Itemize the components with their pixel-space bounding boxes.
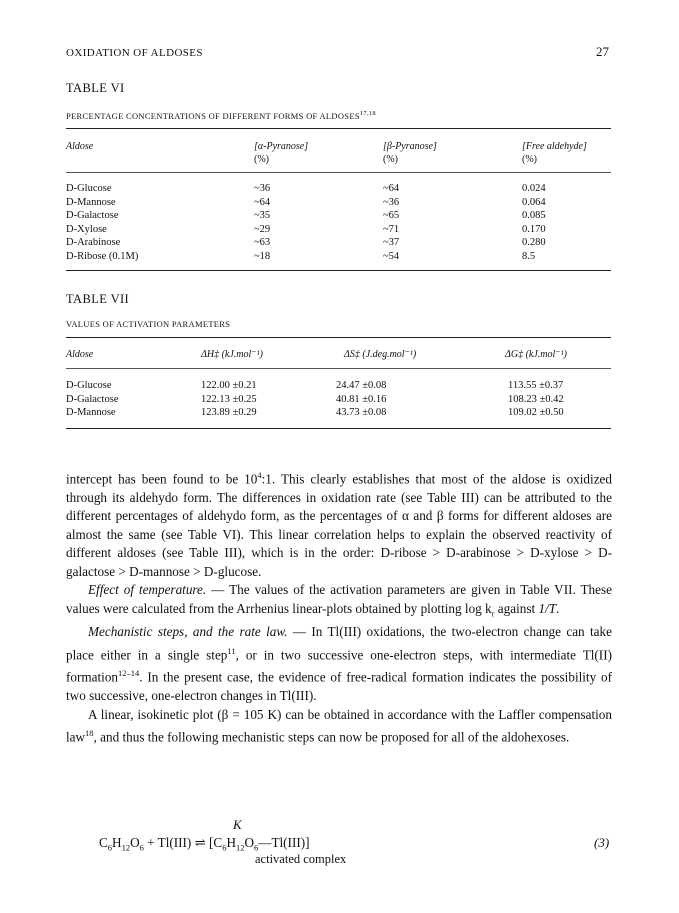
equation-number: (3) <box>594 835 610 850</box>
table6-col-alpha: [α-Pyranose] (%) <box>254 141 309 165</box>
table7-col-free-energy: ΔG‡ (kJ.mol⁻¹) <box>505 349 567 360</box>
table6-col-aldose: Aldose <box>66 141 94 152</box>
table-cell: 0.280 <box>522 237 546 248</box>
paragraph-mechanism: Mechanistic steps, and the rate law. — In Tl(III) oxidations, the two-electron change can take place either in a single step$^{11}$, or in two successive one-electron steps, with intermediate Tl(II) formation$^{12-14}$. In the present case, the evidence of free-radical formation indicates the possibility of two successive, one-electron changes in Tl(III). <box>66 624 612 704</box>
body-text <box>66 466 612 747</box>
table-cell: 0.085 <box>522 210 546 221</box>
running-title: OXIDATION OF ALDOSES <box>66 47 203 59</box>
table-cell: ~36 <box>383 196 400 208</box>
table6-head-rule <box>66 172 611 173</box>
table6-label: TABLE VI <box>66 81 125 95</box>
table-cell: ~65 <box>383 210 400 221</box>
equation-3: $C_6H_{12}O_6 + Tl(III)$ ⇌ $[C_6H_{12}O_6—Tl(III)]$ <box>99 835 310 853</box>
table-cell: 0.170 <box>522 223 546 235</box>
section-heading: Effect of temperature. <box>88 582 207 598</box>
table7-bottom-rule <box>66 428 611 429</box>
table7-label: TABLE VII <box>66 292 130 306</box>
table7-col-entropy: ΔS‡ (J.deg.mol⁻¹) <box>344 349 417 360</box>
table7-col-aldose: Aldose <box>66 349 94 360</box>
table-cell: ~71 <box>383 223 400 235</box>
table-cell: ~37 <box>383 237 400 248</box>
table-cell: ~29 <box>254 223 271 235</box>
table-cell: D-Mannose <box>66 407 116 418</box>
running-head <box>66 44 609 60</box>
table-cell: D-Mannose <box>66 196 116 208</box>
table-cell: 0.064 <box>522 196 546 208</box>
table-cell: 43.73 ±0.08 <box>336 407 387 418</box>
table-cell: 122.00 ±0.21 <box>201 380 257 391</box>
paragraph-intercept: intercept has been found to be $10^4:1$. This clearly establishes that most of the aldose is oxidized through its aldehydo form. The differences in oxidation rate (see Table III) can be attributed to the different percentages of aldehydo form, as the percentages of α and β forms for different aldoses are almost the same (see Table VI). This linear correlation helps to explain the observed reactivity of different aldoses (see Table III), which is in the order: D-ribose > D-arabinose > D-xylose > D-galactose > D-mannose > D-glucose. <box>66 470 612 579</box>
table-cell: 0.024 <box>522 183 546 194</box>
table7-col-enthalpy: ΔH‡ (kJ.mol⁻¹) <box>201 349 263 360</box>
table-cell: D-Xylose <box>66 223 107 235</box>
table7-head-rule <box>66 368 611 369</box>
table-cell: ~63 <box>254 237 271 248</box>
paragraph-isokinetic: A linear, isokinetic plot (β = 105 K) can be obtained in accordance with the Laffler compensation law$^{18}$, and thus the following mechanistic steps can now be proposed for all of the aldohexoses. <box>66 706 612 745</box>
table-cell: ~36 <box>254 183 271 194</box>
table-cell: D-Galactose <box>66 210 119 221</box>
table-cell: D-Arabinose <box>66 237 121 248</box>
table-cell: 123.89 ±0.29 <box>201 407 257 418</box>
table-cell: 122.13 ±0.25 <box>201 393 257 405</box>
table-cell: ~18 <box>254 250 271 262</box>
table-cell: D-Galactose <box>66 393 119 405</box>
table-cell: 8.5 <box>522 250 536 262</box>
section-heading: Mechanistic steps, and the rate law. <box>88 624 288 640</box>
table-cell: ~54 <box>383 250 400 262</box>
table-cell: 108.23 ±0.42 <box>508 393 564 405</box>
table-cell: 109.02 ±0.50 <box>508 407 564 418</box>
table-cell: 24.47 ±0.08 <box>336 380 387 391</box>
page-number: 27 <box>596 44 609 59</box>
table-cell: ~64 <box>254 196 271 208</box>
table7-caption: VALUES OF ACTIVATION PARAMETERS <box>66 319 231 329</box>
table6-top-rule <box>66 128 611 129</box>
table-cell: ~35 <box>254 210 271 221</box>
table-cell: 40.81 ±0.16 <box>336 393 387 405</box>
table-cell: D-Glucose <box>66 183 112 194</box>
table6-col-aldehyde: [Free aldehyde] (%) <box>522 141 587 165</box>
table7-top-rule <box>66 337 611 338</box>
table-cell: 113.55 ±0.37 <box>508 380 564 391</box>
table-cell: D-Ribose (0.1M) <box>66 250 139 262</box>
table6-col-beta: [β-Pyranose] (%) <box>383 141 437 165</box>
table6-bottom-rule <box>66 270 611 271</box>
table-cell: D-Glucose <box>66 380 112 391</box>
table-cell: ~64 <box>383 183 400 194</box>
table6-caption: PERCENTAGE CONCENTRATIONS OF DIFFERENT FORMS OF ALDOSES$^{17,18}$ <box>66 110 376 121</box>
equilibrium-constant: K <box>233 817 242 832</box>
equation-note: activated complex <box>255 852 347 866</box>
paragraph-temperature: Effect of temperature. — The values of the activation parameters are given in Table VII. These values were calculated from the Arrhenius linear-plots obtained by plotting $\log k_r$ against 1/T. <box>66 582 612 619</box>
